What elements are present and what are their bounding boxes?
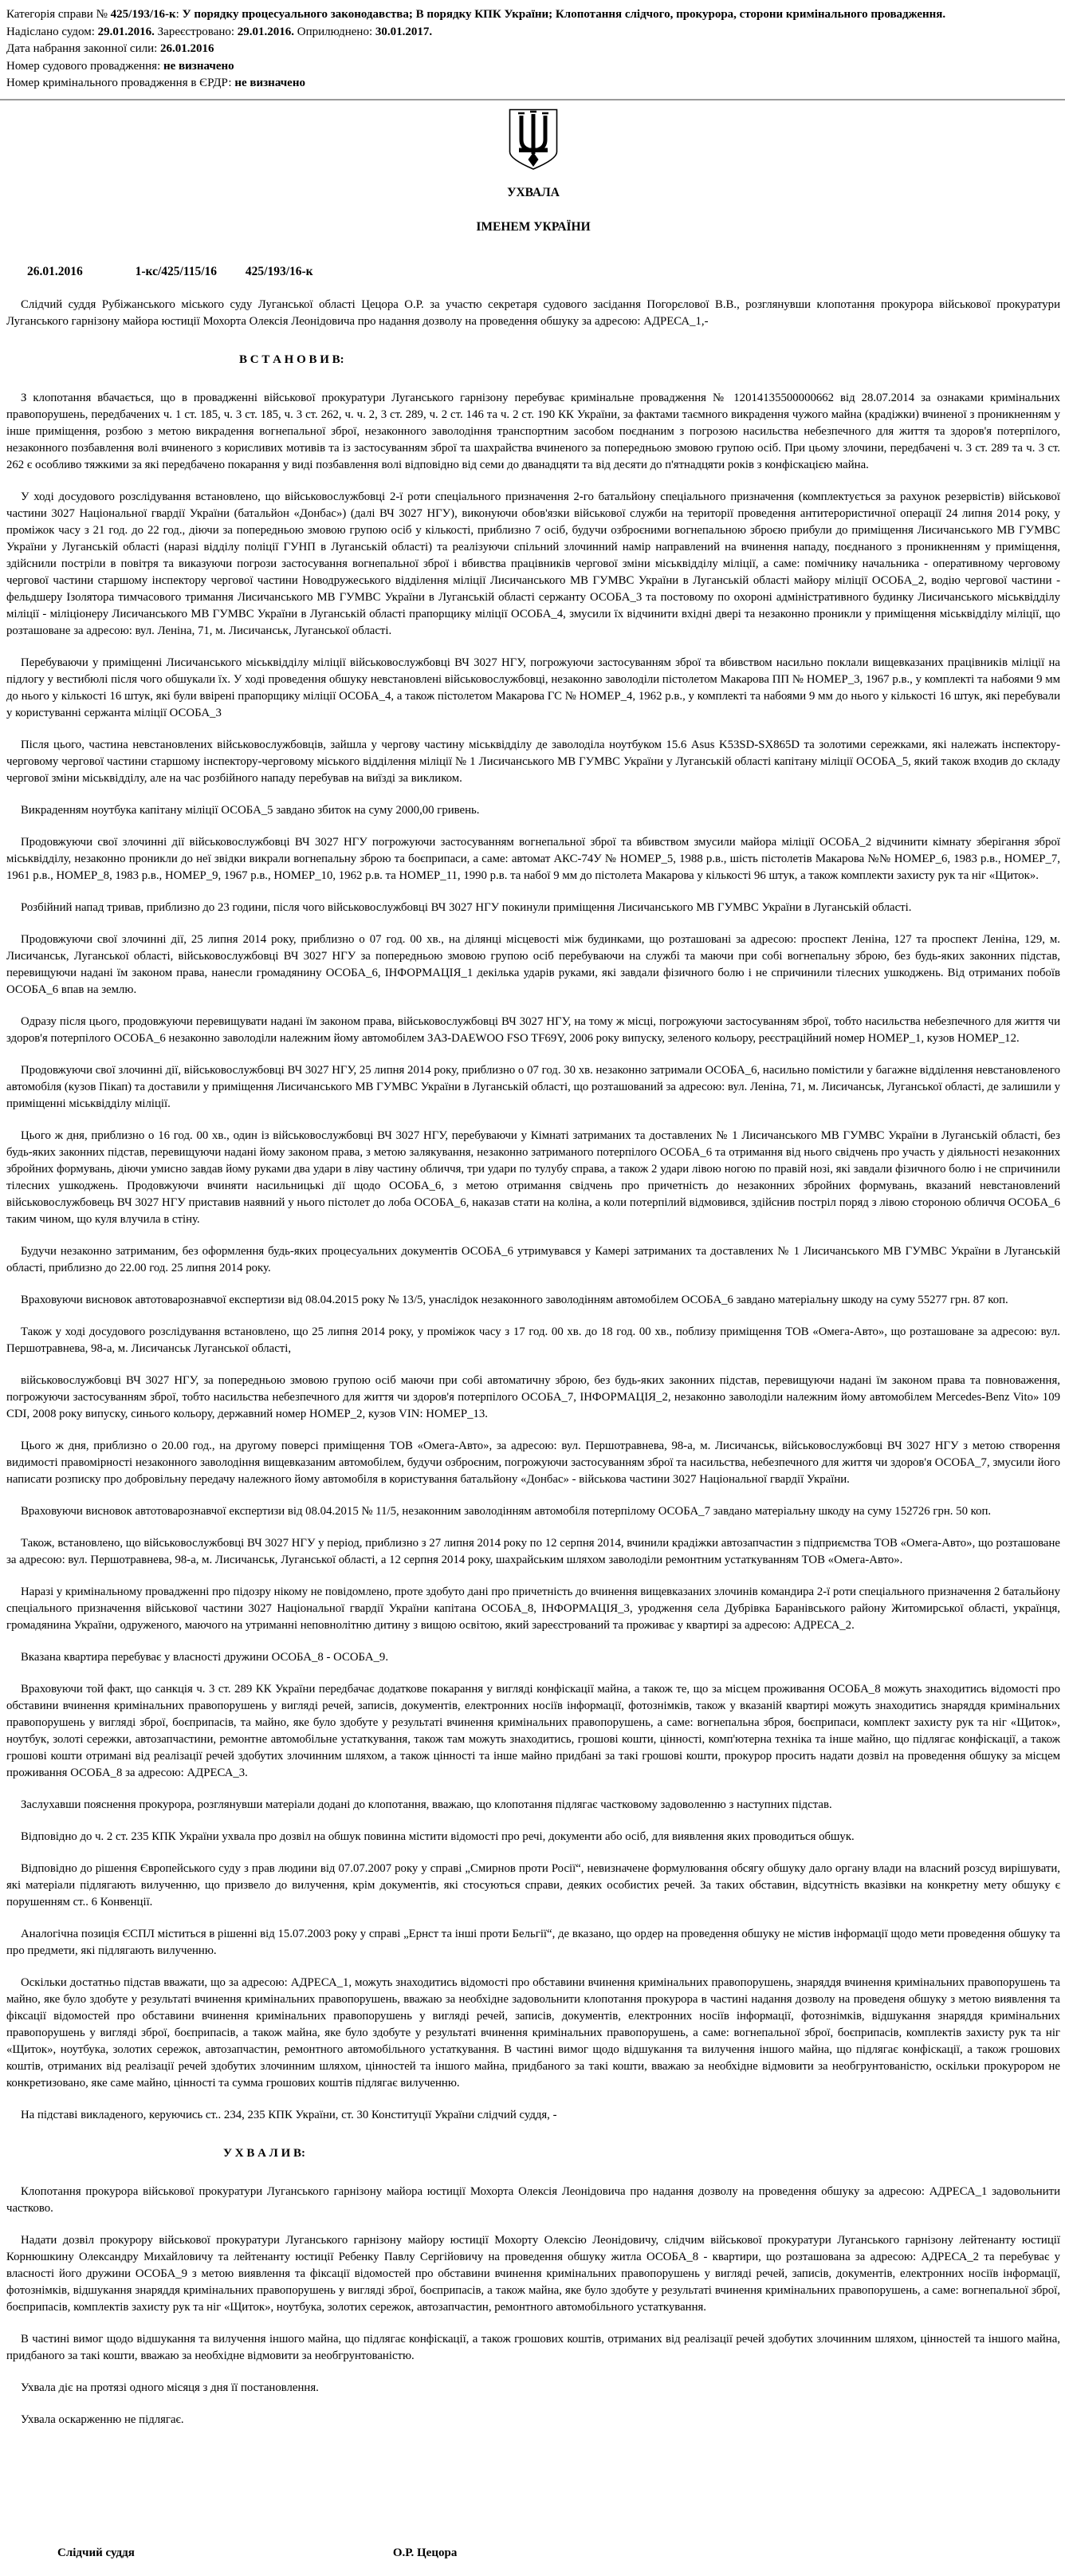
paragraph: Одразу після цього, продовжуючи перевищувати надані їм законом права, військовослужбовці ВЧ 3027 НГУ, на тому ж місці, погрожуючи застосуванням зброї, тобто насильства небезпечного для життя чи здоров'я потерпілого ОСОБА_6 незаконно заволоділи належним йому автомобілем ЗАЗ-DAEWOO FSO TF69Y, 2006 року випуску, зеленого кольору, реєстраційний номер НОМЕР_1, кузов НОМЕР_12. bbox=[6, 1014, 1060, 1045]
signature-row bbox=[6, 2546, 1060, 2560]
signature-name: О.Р. Цецора bbox=[392, 2546, 458, 2559]
paragraph: Будучи незаконно затриманим, без оформлення будь-яких процесуальних документів ОСОБА_6 утримувався у Камері затриманих та доставлених № 1 Лисичанського МВ ГУМВС України в Луганській області, приблизно до 22.00 год. 25 липня 2014 року. bbox=[6, 1244, 1060, 1274]
meta-value: не визначено bbox=[234, 77, 305, 89]
meta-value: 29.01.2016. bbox=[97, 25, 158, 38]
meta-line bbox=[6, 41, 1060, 58]
meta-label: Номер судового провадження: bbox=[6, 59, 163, 73]
paragraph: Продовжуючи свої злочинні дії військовослужбовці ВЧ 3027 НГУ погрожуючи застосуванням вогнепальної зброї та вбивством змусили майора міліції ОСОБА_2 відчинити кімнату зберігання зброї міськвідділу, незаконно проникли до неї звідки викрали вогнепальну зброю та боєприпаси, а саме: автомат АКС-74У № НОМЕР_5, 1988 р.в., шість пістолетів Макарова №№ НОМЕР_6, 1983 р.в., НОМЕР_7, 1961 р.в., НОМЕР_8, 1983 р.в., НОМЕР_9, 1967 р.в., НОМЕР_10, 1962 р.в. та НОМЕР_11, 1990 р.в. та набої 9 мм до пістолета Макарова у кількості 96 штук, а також комплекти захисту рук та ніг «Щиток». bbox=[6, 835, 1060, 882]
paragraph: В частині вимог щодо відшукання та вилучення іншого майна, що підлягає конфіскації, а також грошових коштів, отриманих від реалізації речей здобутих злочинним шляхом, цінностей та іншого майна, придбаного за такі кошти, вважаю за необхідне відмовити за необгрунтованістю. bbox=[6, 2332, 1060, 2362]
paragraph: У ході досудового розслідування встановлено, що військовослужбовці 2-ї роти спеціального призначення 2-го батальйону спеціального призначення (комплектується за рахунок резервістів) військової частини 3027 Національної гвардії України (батальйон «Донбас») (далі ВЧ 3027 НГУ), виконуючи обов'язки військової служби на території проведення антитерористичної операції 24 липня 2014 року, у проміжок часу з 21 год. до 22 год., діючи за попередньою змовою групою осіб у кількості, приблизно 7 осіб, будучи озброєними вогнепальною зброєю прибули до приміщення Лисичанського МВ ГУМВС України у Луганській області (наразі відділу поліції ГУНП в Луганській області) та реалізуючи спільний злочинний намір направлений на вчинення нападу, поєднаного з проникненням у приміщення, здійснили постріли в повітря та виказуючи погрози застосування вогнепальної зброї і вбивства працівників чергової зміни міськвідділу міліції, а саме: помічнику начальника - оперативному черговому чергової частини старшому інспектору чергової частини Новодружеського відділення міліції Лисичанського МВ ГУМВС України в Луганській області майору міліції ОСОБА_2, водію чергової частини - фельдшеру Ізолятора тимчасового тримання Лисичанського МВ ГУМВС України в Луганській області сержанту ОСОБА_3 та постовому по охороні адміністративного будинку Лисичанського міськвідділу міліції - міліціонеру Лисичанського МВ ГУМВС України в Луганській області прапорщику міліції ОСОБА_4, змусили їх відчинити вхідні двері та незаконно проникли у приміщення міськвідділу міліції, що розташоване за адресою: вул. Леніна, 71, м. Лисичанськ, Луганської області. bbox=[6, 490, 1060, 637]
coat-of-arms-ukraine-icon bbox=[508, 108, 559, 171]
paragraph: Відповідно до ч. 2 ст. 235 КПК України ухвала про дозвіл на обшук повинна містити відомості про речі, документи або осіб, для виявлення яких проводиться обшук. bbox=[21, 1830, 855, 1843]
paragraph: Ухвала оскарженню не підлягає. bbox=[21, 2413, 184, 2426]
paragraph: Враховуючи той факт, що санкція ч. 3 ст. 289 КК України передбачає додаткове покарання у вигляді конфіскації майна, а також те, що за місцем проживання ОСОБА_8 можуть знаходитись відомості про обставини вчинення кримінальних правопорушень у вигляді речей, записів, документів, електронних носіїв інформації, фотознімків, також у вказаній квартирі можуть знаходитись знаряддя кримінальних правопорушень у вигляді зброї, боєприпасів, та майно, яке було здобуте у результаті вчинення кримінальних правопорушень, а саме: вогнепальна зброя, боєприпаси, комплект захисту рук та ніг «Щиток», ноутбук, золоті сережки, автозапчастини, ремонтне автомобільне устаткування, також там можуть знаходитись, грошові кошти, цінності, комп'ютерна техніка та інше майно, що підлягає конфіскації, а також грошові кошти отримані від реалізації речей здобутих злочинним шляхом, а також цінності та інше майно придбані за такі грошові кошти, прокурор просить надати дозвіл на проведення обшуку за місцем проживання ОСОБА_8 за адресою: АДРЕСА_3. bbox=[6, 1682, 1060, 1779]
meta-label: : bbox=[175, 8, 183, 21]
meta-line bbox=[6, 6, 1060, 24]
established-section bbox=[6, 390, 1060, 2124]
decision-date: 26.01.2016 bbox=[27, 264, 83, 278]
section-heading-ruled: У Х В А Л И В: bbox=[223, 2146, 306, 2160]
meta-label: Дата набрання законної сили: bbox=[6, 42, 161, 55]
paragraph: Вказана квартира перебуває у власності дружини ОСОБА_8 - ОСОБА_9. bbox=[21, 1650, 389, 1664]
document-title: УХВАЛА bbox=[507, 185, 560, 199]
paragraph: Надати дозвіл прокурору військової прокуратури Луганського гарнізону майору юстиції Мохорту Олексію Леонідовичу, слідчим військової прокуратури Луганського гарнізону лейтенанту юстиції Корнюшкину Олександру Михайловичу та лейтенанту юстиції Ребенку Павлу Сергійовичу на проведення обшуку житла ОСОБА_8 - квартири, що розташована за адресою: АДРЕСА_2 та перебуває у власності його дружини ОСОБА_9 з метою виявлення та фіксації відомостей про обставини вчинення кримінальних правопорушень у вигляді речей, записів, документів, електронних носіїв інформації, фотознімків, відшукання знаряддя кримінальних правопорушень у вигляді зброї, боєприпасів, а також майна, яке було здобуте у результаті вчинення кримінальних правопорушень, а саме: вогнепальної зброї, боєприпасів, комплектів захисту рук та ніг «Щиток», ноутбука, золотих сережок, автозапчастин, ремонтного автомобільного устаткування. bbox=[6, 2233, 1060, 2314]
paragraph: Враховуючи висновок автотоварознавчої експертизи від 08.04.2015 року № 13/5, унаслідок незаконного заволодінням автомобілем ОСОБА_6 завдано матеріальну шкоду на суму 55277 грн. 87 коп. bbox=[21, 1293, 1008, 1306]
meta-line bbox=[6, 24, 1060, 41]
paragraph: Цього ж дня, приблизно о 20.00 год., на другому поверсі приміщення ТОВ «Омега-Авто», за адресою: вул. Першотравнева, 98-а, м. Лисичанськ, військовослужбовці ВЧ 3027 НГУ з метою створення видимості правомірності незаконного заволодіння вищевказаним автомобілем, будучи озброєним, погрожуючи застосуванням зброї та насильства, небезпечного для життя чи здоров'я ОСОБА_7, змусили його написати розписку про добровільну передачу належного йому автомобіля в користування батальйону «Донбас» - військова частини 3027 Національної гвардії України. bbox=[6, 1439, 1060, 1486]
paragraph: Відповідно до рішення Європейського суду з прав людини від 07.07.2007 року у справі „Смирнов проти Росії“, невизначене формулювання обсягу обшуку дало органу влади на власний розсуд вирішувати, які матеріали підлягають вилученню, що призвело до вилучення, крім документів, які стосуються справи, деяких особистих речей. За таких обставин, відсутність вказівки на конкретну мету обшуку є порушенням ст.. 6 Конвенції. bbox=[6, 1861, 1060, 1908]
paragraph: військовослужбовці ВЧ 3027 НГУ, за попередньою змовою групою осіб маючи при собі автоматичну зброю, без будь-яких законних підстав, перевищуючи надані їм законом права та повноваження, погрожуючи застосуванням зброї, тобто насильства небезпечного для життя чи здоров'я потерпілого ОСОБА_7, ІНФОРМАЦІЯ_2, незаконно заволоділи належним йому автомобілем Mercedes-Benz Vito» 109 CDI, 2008 року випуску, синього кольору, державний номер НОМЕР_2, кузов VIN: НОМЕР_13. bbox=[6, 1373, 1060, 1420]
meta-label: Зареєстровано: bbox=[157, 25, 238, 38]
case-number: 425/193/16-к bbox=[245, 264, 313, 278]
paragraph: Аналогічна позиція ЄСПЛ міститься в рішенні від 15.07.2003 року у справі „Ернст та інші проти Бельгії“, де вказано, що ордер на проведення обшуку не містив інформації щодо мети проведення обшуку та про предмети, які підлягають вилученню. bbox=[6, 1927, 1060, 1957]
paragraph: Розбійний напад тривав, приблизно до 23 години, після чого військовослужбовці ВЧ 3027 НГУ покинули приміщення Лисичанського МВ ГУМВС України в Луганській області. bbox=[21, 900, 912, 914]
paragraph: Наразі у кримінальному провадженні про підозру нікому не повідомлено, проте здобуто дані про причетність до вчинення вищевказаних злочинів командира 2-ї роти спеціального призначення 2 батальйону спеціального призначення військової частини 3027 Національної гвардії України капітана ОСОБА_8, ІНФОРМАЦІЯ_3, уродження села Дубрівка Баранівського району Житомирської області, українця, громадянина України, одруженого, маючого на утриманні неповнолітню дитину з вищою освітою, який зареєстрований та проживає у квартирі за адресою: АДРЕСА_2. bbox=[6, 1585, 1060, 1632]
meta-value: У порядку процесуального законодавства; В порядку КПК України; Клопотання слідчого, прокурора, сторони кримінального провадження. bbox=[182, 8, 946, 21]
paragraph: Перебуваючи у приміщенні Лисичанського міськвідділу міліції військовослужбовці ВЧ 3027 НГУ, погрожуючи застосуванням зброї та вбивством насильно поклали вищевказаних працівників міліції на підлогу у вестибюлі після чого обшукали їх. У ході проведення обшуку невстановлені військовослужбовці, незаконно заволоділи пістолетом Макарова ПП № НОМЕР_3, 1967 р.в., у комплекті та набоями 9 мм до нього у кількості 16 штук, які були ввірені прапорщику міліції ОСОБА_4, а також пістолетом Макарова ГС № НОМЕР_4, 1962 р.в., у комплекті та набоями 9 мм до нього у кількості 16 штук, які перебували у користуванні сержанта міліції ОСОБА_3 bbox=[6, 656, 1060, 719]
paragraph: Клопотання прокурора військової прокуратури Луганського гарнізону майора юстиції Мохорта Олексія Леонідовича про надання дозволу на проведення обшуку за адресою: АДРЕСА_1 задовольнити частково. bbox=[6, 2184, 1060, 2215]
paragraph: З клопотання вбачається, що в провадженні військової прокуратури Луганського гарнізону перебуває кримінальне провадження № 12014135500000662 від 28.07.2014 за ознаками кримінальних правопорушень, передбачених ч. 1 ст. 185, ч. 3 ст. 185, ч. 3 ст. 262, ч. ч. 2, 3 ст. 289, ч. 2 ст. 146 та ч. 2 ст. 190 КК України, за фактами таємного викрадення чужого майна (крадіжки) вчиненої з проникненням у інше приміщення, розбою з метою викрадення вогнепальної зброї, незаконного заволодіння транспортним засобом поєднаним з погрозою насильства небезпечного для життя та здоров'я потерпілого, незаконного позбавлення волі вчиненого з корисливих мотивів та із застосуванням зброї та шахрайства вчиненого за попередньою змовою групою осіб. При цьому злочини, передбачені ч. 3 ст. 289 та ч. 3 ст. 262 є особливо тяжкими за які передбачено покарання у виді позбавлення волі відповідно від семи до дванадцяти та від десяти до п'ятнадцяти років з конфіскацією майна. bbox=[6, 391, 1060, 471]
intro-paragraph: Слідчий суддя Рубіжанського міського суду Луганської області Цецора О.Р. за участю секретаря судового засідання Погорєлової В.В., розглянувши клопотання прокурора військової прокуратури Луганського гарнізону майора юстиції Мохорта Олексія Леонідовича про надання дозволу на проведення обшуку за адресою: АДРЕСА_1,- bbox=[6, 297, 1060, 328]
meta-value: 30.01.2017. bbox=[375, 25, 433, 38]
signature-role: Слідчий суддя bbox=[57, 2546, 135, 2559]
document-subtitle: ІМЕНЕМ УКРАЇНИ bbox=[476, 219, 591, 234]
meta-line bbox=[6, 58, 1060, 76]
paragraph: Ухвала діє на протязі одного місяця з дня її постановлення. bbox=[21, 2381, 319, 2394]
paragraph: Оскільки достатньо підстав вважати, що за адресою: АДРЕСА_1, можуть знаходитись відомості про обставини вчинення кримінальних правопорушень, знаряддя вчинення кримінальних правопорушень та майно, яке було здобуте у результаті вчинення кримінальних правопорушень, вважаю за необхідне задовольнити клопотання прокурора в частині надання дозволу на проведеня обшуку з метою виявлення та фіксації відомостей про обставини вчинення кримінальних правопорушень у вигляді речей, записів, документів, електронних носіїв інформації, фотознімків, відшукання знаряддя кримінальних правопорушень у вигляді зброї, боєприпасів, а також майна, яке було здобуте у результаті вчинення кримінальних правопорушень, а саме: вогнепальної зброї, боєприпасів, комплектів захисту рук та ніг «Щиток», ноутбука, золотих сережок, автозапчастин, ремонтного автомобільного устаткування. В частині вимог щодо відшукання та вилучення іншого майна, що підлягає конфіскації, а також грошових коштів, отриманих від реалізації речей здобутих злочинним шляхом, цінностей та іншого майна, придбаного за такі кошти, вважаю за необхідне відмовити за необгрунтованістю, оскільки прокурором не конкретизовано, яке саме майно, цінності та сумма грошових коштів підлягає вилученню. bbox=[6, 1975, 1060, 2090]
meta-line bbox=[6, 75, 1060, 93]
case-meta bbox=[6, 6, 1060, 93]
proceeding-number: 1-кс/425/115/16 bbox=[135, 264, 218, 278]
meta-label: Оприлюднено: bbox=[297, 25, 375, 38]
section-heading-established: В С Т А Н О В И В: bbox=[239, 353, 344, 366]
meta-label: Категорія справи № bbox=[6, 8, 111, 21]
paragraph: Також, встановлено, що військовослужбовці ВЧ 3027 НГУ у період, приблизно з 27 липня 2014 року по 12 серпня 2014, вчинили крадіжки автозапчастин з підприємства ТОВ «Омега-Авто», що розташоване за адресою: вул. Першотравнева, 98-а, м. Лисичанськ, Луганської області, а 12 серпня 2014 року, шахрайським шляхом заволоділи ремонтним устаткуванням ТОВ «Омега-Авто». bbox=[6, 1536, 1060, 1566]
case-line bbox=[6, 265, 1060, 279]
emblem-wrap bbox=[6, 108, 1060, 175]
paragraph: На підставі викладеного, керуючись ст.. 234, 235 КПК України, ст. 30 Конституції України слідчий суддя, - bbox=[21, 2108, 557, 2121]
ruled-section bbox=[6, 2184, 1060, 2428]
paragraph: Також у ході досудового розслідування встановлено, що 25 липня 2014 року, у проміжок часу з 17 год. 00 хв. до 18 год. 00 хв., поблизу приміщення ТОВ «Омега-Авто», що розташоване за адресою: вул. Першотравнева, 98-а, м. Лисичанськ Луганської області, bbox=[6, 1325, 1060, 1355]
meta-label: Надіслано судом: bbox=[6, 25, 98, 38]
meta-value: не визначено bbox=[163, 59, 234, 73]
paragraph: Викраденням ноутбука капітану міліції ОСОБА_5 завдано збиток на суму 2000,00 гривень. bbox=[21, 803, 480, 817]
meta-value: 26.01.2016 bbox=[160, 42, 214, 55]
paragraph: Продовжуючи свої злочинні дії, 25 липня 2014 року, приблизно о 07 год. 00 хв., на ділянці місцевості між будинками, що розташовані за адресою: проспект Леніна, 127 та проспект Леніна, 129, м. Лисичанськ, Луганської області, військовослужбовці ВЧ 3027 НГУ за попередньою змовою групою осіб перебуваючи на службі та маючи при собі вогнепальну зброю, без будь-яких законних підстав, перевищуючи надані їм законом права, нанесли громадянину ОСОБА_6, ІНФОРМАЦІЯ_1 декілька ударів руками, які завдали фізичного болю і не спричинили тілесних ушкоджень. Від отриманих побоїв ОСОБА_6 впав на землю. bbox=[6, 932, 1060, 996]
meta-label: Номер кримінального провадження в ЄРДР: bbox=[6, 77, 235, 89]
paragraph: Враховуючи висновок автотоварознавчої експертизи від 08.04.2015 № 11/5, незаконним заволодінням автомобіля потерпілому ОСОБА_7 завдано матеріальну шкоду на суму 152726 грн. 50 коп. bbox=[21, 1504, 992, 1518]
paragraph: Цього ж дня, приблизно о 16 год. 00 хв., один із військовослужбовці ВЧ 3027 НГУ, перебуваючи у Кімнаті затриманих та доставлених № 1 Лисичанського МВ ГУМВС України в Луганській області, без будь-яких законних підстав, перевищуючи надані йому законом права, з метою залякування, незаконно затриманого потерпілого ОСОБА_6 та отримання від нього свідчень про участь у діяльності незаконних збройних формувань, діючи умисно завдав йому руками два удари в ліву частину обличчя, три удари по тулубу справа, а також 2 удари лівою ногою по правій нозі, які завдали фізичного болю і не спричинили тілесних ушкоджень. Продовжуючи вчиняти насильницькі дії щодо ОСОБА_6, з метою отримання свідчень про причетність до незаконних збройних формувань, вказаний невстановлений військовослужбовець ВЧ 3027 НГУ приставив наявний у нього пістолет до лоба ОСОБА_6, наказав стати на коліна, а коли потерпілий відмовився, здійснив постріл поряд з лівою стороною обличчя ОСОБА_6 таким чином, що куля влучила в стіну. bbox=[6, 1128, 1060, 1226]
meta-value: 425/193/16-к bbox=[110, 8, 176, 21]
paragraph: Після цього, частина невстановлених військовослужбовців, зайшла у чергову частину міськвідділу де заволоділа ноутбуком 15.6 Asus K53SD-SX865D та золотими сережками, які належать інспектору-черговому чергової частини старшому інспектору-черговому міського відділення міліції № 1 Лисичанського МВ ГУМВС України у Луганській області капітану міліції ОСОБА_5, який також входив до складу чергової зміни міськвідділу, але на час розбійного нападу перебував на виїзді за викликом. bbox=[6, 738, 1060, 785]
paragraph: Заслухавши пояснення прокурора, розглянувши матеріали додані до клопотання, вважаю, що клопотання підлягає частковому задоволенню з наступних підстав. bbox=[21, 1798, 832, 1811]
paragraph: Продовжуючи свої злочинні дії, військовослужбовці ВЧ 3027 НГУ, 25 липня 2014 року, приблизно о 07 год. 30 хв. незаконно затримали ОСОБА_6, насильно помістили у багажне відділення невстановленого автомобіля (кузов Пікап) та доставили у приміщення Лисичанського МВ ГУМВС України в Луганській області, що розташований за адресою: вул. Леніна, 71, м. Лисичанськ, Луганської області, де залишили у приміщенні міськвідділу міліції. bbox=[6, 1063, 1060, 1110]
divider bbox=[0, 99, 1065, 100]
document-body bbox=[6, 297, 1060, 2428]
meta-value: 29.01.2016. bbox=[237, 25, 297, 38]
